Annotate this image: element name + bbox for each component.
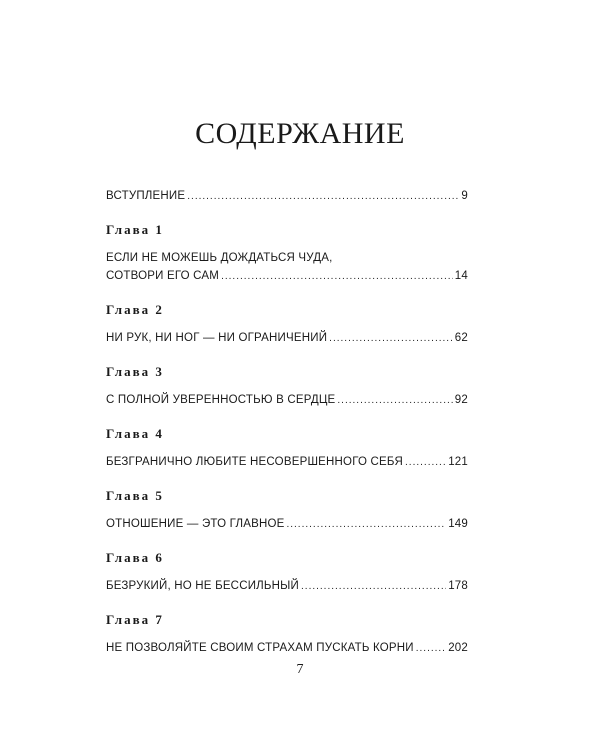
leader-dots	[221, 268, 453, 286]
toc-entry-chapter-1	[106, 267, 468, 285]
toc-entry-label: БЕЗРУКИЙ, НО НЕ БЕССИЛЬНЫЙ	[106, 580, 300, 592]
toc-entry-page: 178	[448, 580, 468, 592]
toc-entry-label-line1: ЕСЛИ НЕ МОЖЕШЬ ДОЖДАТЬСЯ ЧУДА,	[106, 252, 333, 264]
leader-dots	[337, 392, 452, 410]
leader-dots	[405, 454, 446, 472]
toc-entry-chapter-6	[106, 577, 468, 595]
toc-entry-intro	[106, 187, 468, 205]
leader-dots	[329, 330, 453, 348]
toc-entry-chapter-7	[106, 639, 468, 657]
toc-entry-label: ВСТУПЛЕНИЕ	[106, 190, 186, 202]
toc-entry-chapter-2	[106, 329, 468, 347]
toc-entry-page: 62	[454, 332, 468, 344]
toc-entry-page: 202	[448, 642, 468, 654]
toc-entry-label: ОТНОШЕНИЕ — ЭТО ГЛАВНОЕ	[106, 518, 285, 530]
leader-dots	[416, 640, 446, 658]
leader-dots	[301, 578, 446, 596]
toc-entry-page: 121	[448, 456, 468, 468]
chapter-heading: Глава 1	[106, 222, 164, 237]
chapter-heading: Глава 2	[106, 302, 164, 317]
toc-entry-chapter-4	[106, 453, 468, 471]
chapter-heading: Глава 3	[106, 364, 164, 379]
chapter-heading: Глава 4	[106, 426, 164, 441]
toc-entry-chapter-3	[106, 391, 468, 409]
table-of-contents	[106, 187, 468, 657]
toc-entry-chapter-5	[106, 515, 468, 533]
chapter-heading: Глава 7	[106, 612, 164, 627]
leader-dots	[187, 188, 459, 206]
toc-entry-label: С ПОЛНОЙ УВЕРЕННОСТЬЮ В СЕРДЦЕ	[106, 394, 336, 406]
toc-entry-label: БЕЗГРАНИЧНО ЛЮБИТЕ НЕСОВЕРШЕННОГО СЕБЯ	[106, 456, 404, 468]
toc-entry-page: 14	[454, 270, 468, 282]
toc-entry-label: СОТВОРИ ЕГО САМ	[106, 270, 220, 282]
toc-entry-label: НЕ ПОЗВОЛЯЙТЕ СВОИМ СТРАХАМ ПУСКАТЬ КОРНИ	[106, 642, 414, 654]
toc-entry-page: 92	[454, 394, 468, 406]
toc-entry-page: 9	[461, 190, 468, 202]
leader-dots	[286, 516, 446, 534]
page-title: СОДЕРЖАНИЕ	[195, 117, 405, 150]
toc-entry-label: НИ РУК, НИ НОГ — НИ ОГРАНИЧЕНИЙ	[106, 332, 328, 344]
page-number: 7	[296, 662, 304, 677]
chapter-heading: Глава 6	[106, 550, 164, 565]
chapter-heading: Глава 5	[106, 488, 164, 503]
toc-entry-page: 149	[448, 518, 468, 530]
